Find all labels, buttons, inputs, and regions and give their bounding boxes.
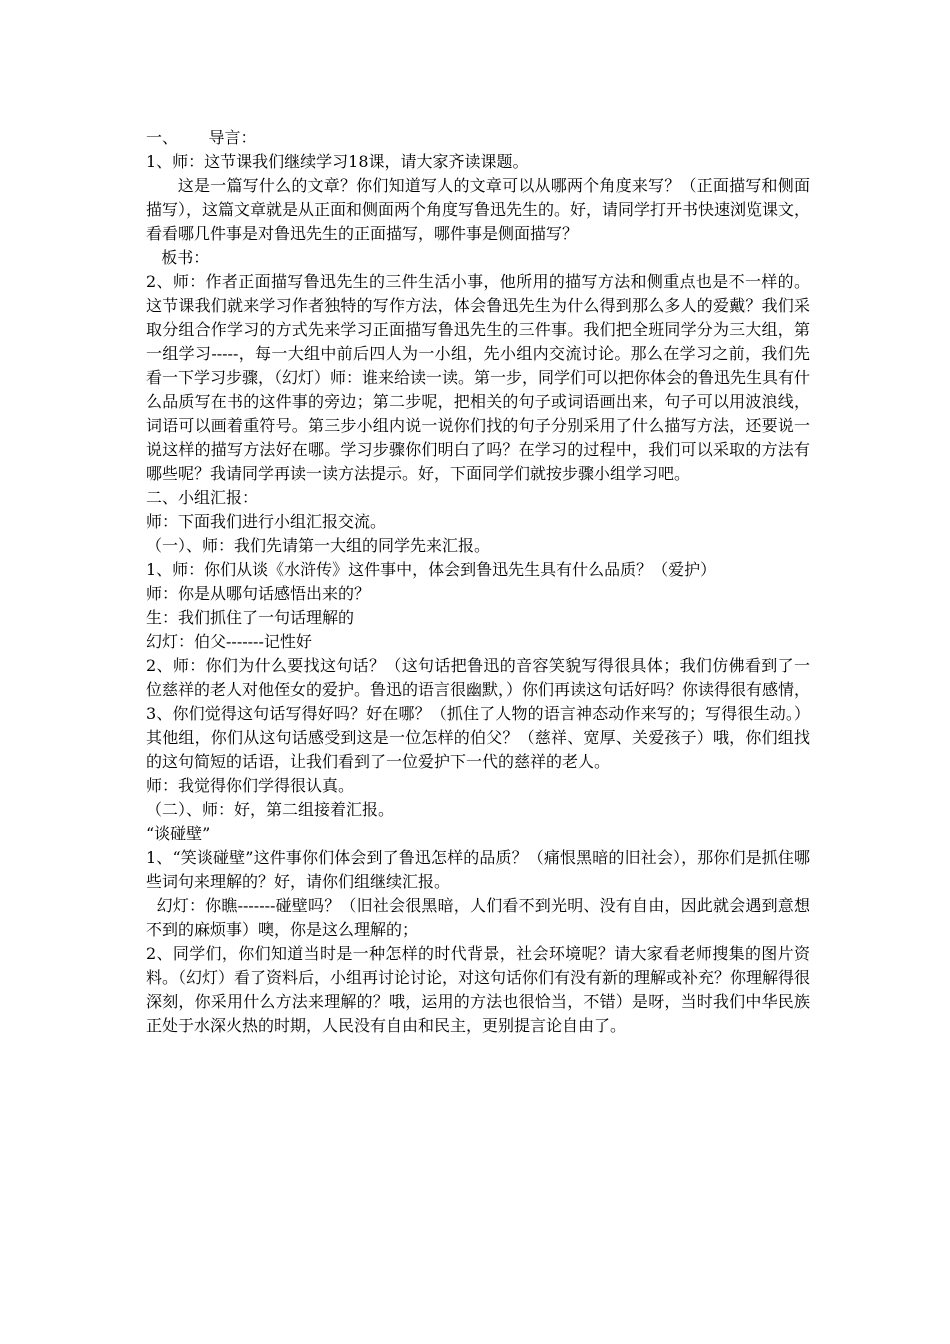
- paragraph: 3、你们觉得这句话写得好吗？好在哪？（抓住了人物的语言神态动作来写的；写得很生动。）其他组，你们从这句话感受到这是一位怎样的伯父？（慈祥、宽厚、关爱孩子）哦，你们组找的这句简短的话语，让我们看到了一位爱护下一代的慈祥的老人。: [146, 704, 810, 771]
- paragraph: 幻灯：伯父-------记性好: [146, 632, 312, 651]
- paragraph: 1、“笑谈碰壁”这件事你们体会到了鲁迅怎样的品质？（痛恨黑暗的旧社会），那你们是抓住哪些词句来理解的？好，请你们组继续汇报。: [146, 848, 810, 891]
- paragraph: 板书：: [146, 248, 210, 267]
- paragraph: 2、同学们，你们知道当时是一种怎样的时代背景，社会环境呢？请大家看老师搜集的图片资料。（幻灯）看了资料后，小组再讨论讨论，对这句话你们有没有新的理解或补充？你理解得很深刻，你采用什么方法来理解的？哦，运用的方法也很恰当，不错）是呀，当时我们中华民族正处于水深火热的时期，人民没有自由和民主，更别提言论自由了。: [146, 944, 811, 1035]
- paragraph: （二）、师：好，第二组接着汇报。: [146, 800, 395, 819]
- paragraph: 幻灯：你瞧-------碰壁吗？（旧社会很黑暗，人们看不到光明、没有自由，因此就会遇到意想不到的麻烦事）噢，你是这么理解的；: [146, 896, 810, 939]
- paragraph: 2、师：作者正面描写鲁迅先生的三件生活小事，他所用的描写方法和侧重点也是不一样的。这节课我们就来学习作者独特的写作方法，体会鲁迅先生为什么得到那么多人的爱戴？我们采取分组合作学习的方式先来学习正面描写鲁迅先生的三件事。我们把全班同学分为三大组，第一组学习-----，每一大组中前后四人为一小组，先小组内交流讨论。那么在学习之前，我们先看一下学习步骤，（幻灯）师：谁来给读一读。第一步，同学们可以把你体会的鲁迅先生具有什么品质写在书的这件事的旁边；第二步呢，把相关的句子或词语画出来，句子可以用波浪线，词语可以画着重符号。第三步小组内说一说你们找的句子分别采用了什么描写方法，还要说一说这样的描写方法好在哪。学习步骤你们明白了吗？在学习的过程中，我们可以采取的方法有哪些呢？我请同学再读一读方法提示。好，下面同学们就按步骤小组学习吧。: [146, 272, 811, 483]
- section-heading-intro: 一、 导言：: [146, 128, 257, 147]
- paragraph: （一）、师：我们先请第一大组的同学先来汇报。: [146, 536, 491, 555]
- document-body: [146, 126, 810, 1038]
- paragraph: 师：你是从哪句话感悟出来的？: [146, 584, 371, 603]
- paragraph: 这是一篇写什么的文章？你们知道写人的文章可以从哪两个角度来写？（正面描写和侧面描写），这篇文章就是从正面和侧面两个角度写鲁迅先生的。好，请同学打开书快速浏览课文，看看哪几件事是对鲁迅先生的正面描写，哪件事是侧面描写？: [146, 176, 811, 243]
- paragraph: 1、师：你们从谈《水浒传》这件事中，体会到鲁迅先生具有什么品质？（爱护）: [146, 560, 717, 579]
- paragraph: “谈碰壁”: [146, 824, 211, 843]
- paragraph: 1、师：这节课我们继续学习18课，请大家齐读课题。: [146, 152, 529, 171]
- section-heading-group-report: 二、小组汇报：: [146, 488, 259, 507]
- paragraph: 2、师：你们为什么要找这句话？（这句话把鲁迅的音容笑貌写得很具体；我们仿佛看到了一位慈祥的老人对他侄女的爱护。鲁迅的语言很幽默，）你们再读这句话好吗？你读得很有感情，: [146, 656, 811, 699]
- paragraph: 生：我们抓住了一句话理解的: [146, 608, 355, 627]
- paragraph: 师：我觉得你们学得很认真。: [146, 776, 355, 795]
- paragraph: 师：下面我们进行小组汇报交流。: [146, 512, 387, 531]
